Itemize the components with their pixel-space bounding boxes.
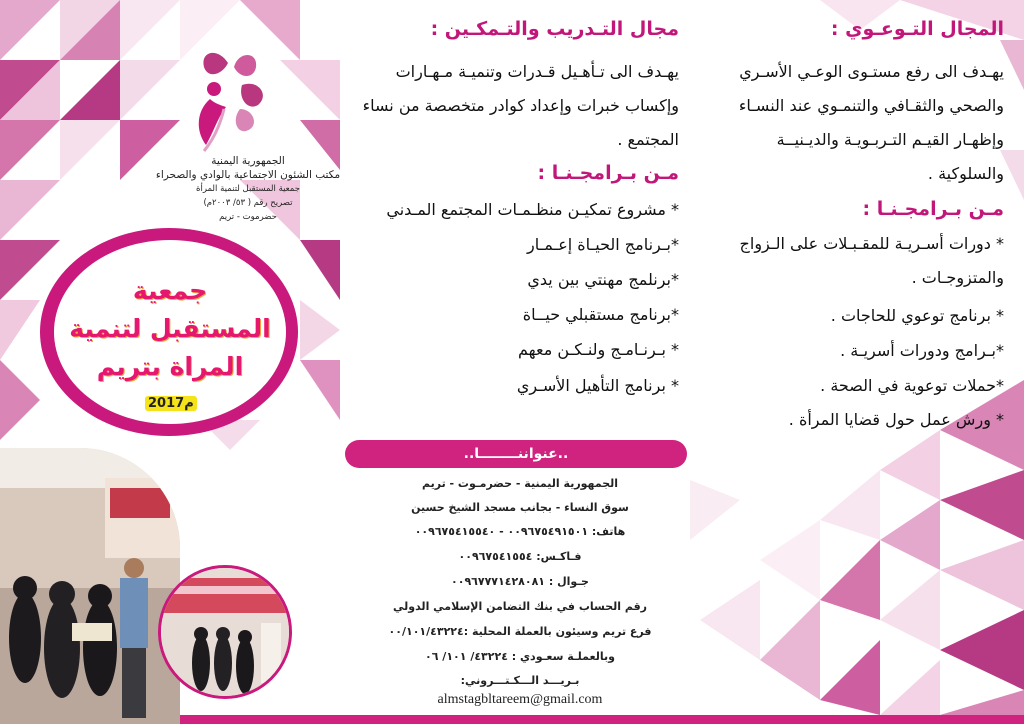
address-account-local: فرع تريم وسيئون بالعملة المحلية :٠٠/١٠١/٤٣٢٢٤ — [388, 625, 652, 638]
address-bank: رقم الحساب في بنك التضامن الإسلامي الدولي — [392, 600, 648, 613]
org-location: حضرموت - تريم — [219, 212, 277, 222]
org-country: الجمهورية اليمنية — [211, 155, 285, 167]
address-line-1: الجمهورية اليمنية - حضرمـوت - تريم — [421, 477, 619, 490]
organization-header — [138, 154, 358, 224]
event-photo-2 — [158, 565, 292, 699]
address-email[interactable]: almstagbltareem@gmail.com — [437, 692, 603, 707]
address-mobile: جـوال : ٠٠٩٦٧٧٧١٤٢٨٠٨١ — [451, 575, 589, 588]
training-program-1: * مشروع تمكيـن منظـمـات المجتمع المـدني — [386, 200, 679, 219]
awareness-program-3: * برنامج توعوي للحاجات . — [830, 306, 1004, 325]
address-fax: فـاكـس: ٠٠٩٦٧٥٤١٥٥٤ — [458, 550, 582, 563]
training-program-3: *برنلمج مهنتي بين يدي — [527, 270, 679, 289]
address-line-2: سوق النساء - بجانب مسجد الشيخ حسين — [411, 501, 629, 514]
awareness-programs-title: مـن بـرامجـنـا : — [862, 198, 1004, 220]
training-title: مجال التـدريب والتـمكـين : — [430, 18, 679, 40]
org-name: جمعية المستقبل لتنمية المرأة — [196, 184, 300, 194]
address-email-label: بـريـــد الـــكـتـــروني: — [460, 674, 580, 687]
training-line-1: يهـدف الى تـأهـيل قـدرات وتنميـة مـهـارات — [395, 62, 679, 81]
association-logo-icon — [180, 45, 270, 155]
awareness-title: المجال التـوعـوي : — [830, 18, 1004, 40]
address-phone: هاتف: ٠٠٩٦٧٥٤٩١٥٠١ - ٠٠٩٦٧٥٤١٥٥٤٠ — [414, 525, 626, 538]
training-programs-title: مـن بـرامجـنـا : — [537, 162, 679, 184]
association-title-line-1: جمعية — [132, 276, 208, 305]
awareness-line-2: والصحي والثقـافي والتنمـوي عند النسـاء — [738, 96, 1004, 115]
training-line-2: وإكساب خبرات وإعداد كوادر متخصصة من نساء — [362, 96, 679, 115]
training-program-4: *برنامج مستقبلي حيــاة — [522, 305, 679, 324]
training-line-3: المجتمع . — [617, 130, 679, 149]
association-title — [55, 272, 285, 386]
training-program-6: * برنامج التأهيل الأسـري — [516, 376, 679, 395]
awareness-line-1: يهـدف الى رفع مستـوى الوعـي الأسـري — [739, 62, 1004, 81]
address-title: ..عنواننــــــــا.. — [463, 446, 569, 462]
address-header-bar — [345, 440, 687, 468]
address-account-saudi: وبالعملـة سعـودي : ٤٣٢٢٤/ ١٠١/ ٠٦ — [425, 650, 615, 663]
training-program-2: *بـرنامج الحيـاة إعـمـار — [526, 235, 679, 254]
org-office: مكتب الشئون الاجتماعية بالوادي والصحراء — [155, 169, 341, 181]
awareness-program-1: * دورات أسـريـة للمقـبـلات على الـزواج — [739, 234, 1004, 253]
event-photo-1 — [0, 448, 180, 724]
association-year: 2017م — [145, 396, 197, 411]
awareness-program-4: *بـرامج ودورات أسريـة . — [840, 341, 1004, 360]
org-license: تصريح رقم ( ٥٣/ ٢٠٠٣م) — [203, 198, 293, 208]
awareness-program-6: * ورش عمل حول قضايا المرأة . — [788, 410, 1004, 429]
awareness-line-4: والسلوكية . — [927, 164, 1004, 183]
awareness-program-5: *حملات توعوية في الصحة . — [820, 376, 1004, 395]
association-title-line-2: المستقبل لتنمية — [69, 314, 271, 343]
awareness-program-2: والمتزوجـات . — [911, 268, 1004, 287]
association-title-line-3: المراة بتريم — [96, 352, 244, 381]
training-program-5: * بـرنـامـج ولنـكـن معهم — [518, 340, 679, 359]
awareness-line-3: وإظهـار القيـم التـربـويـة والديـنيــة — [776, 130, 1004, 149]
